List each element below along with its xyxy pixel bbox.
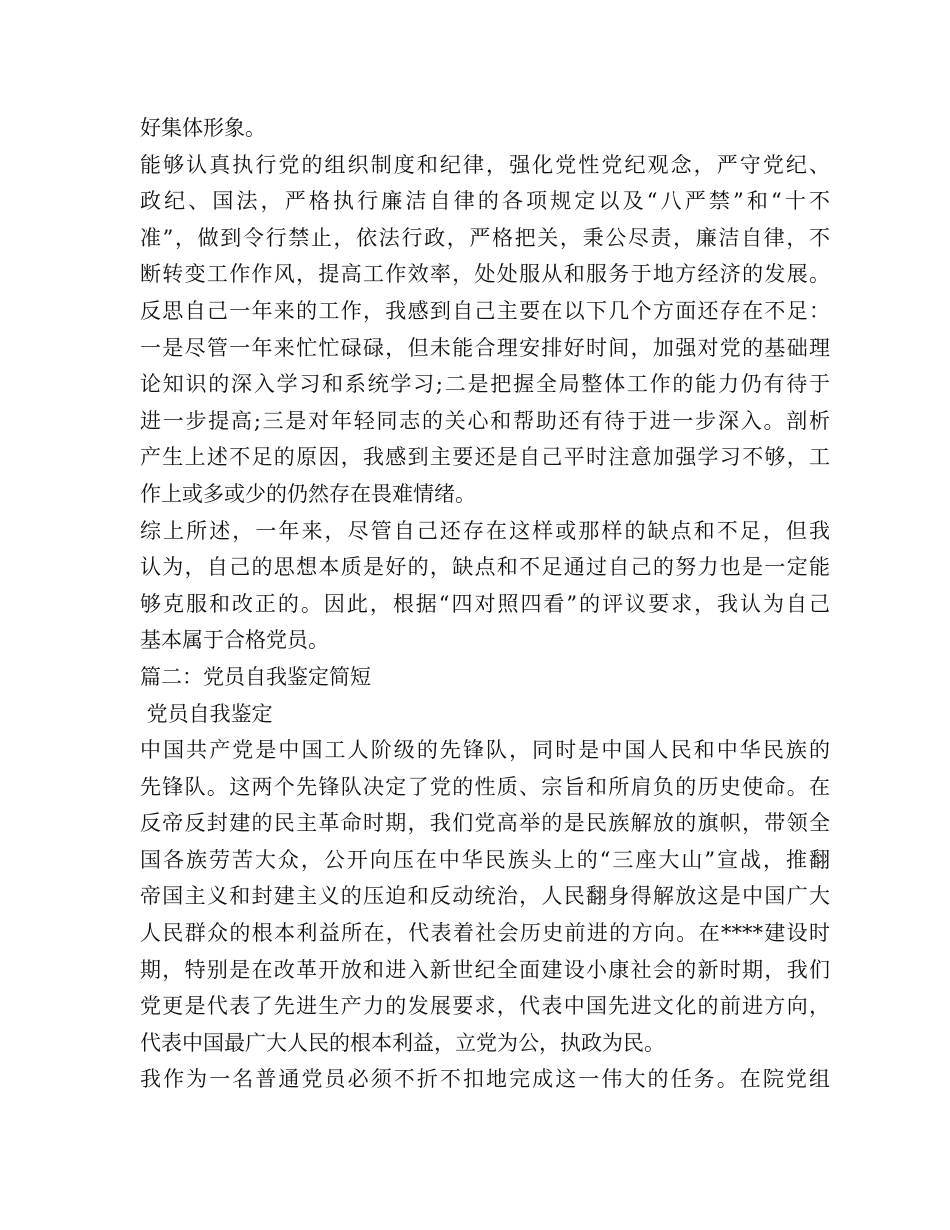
- text-line: 综上所述，一年来，尽管自己还存在这样或那样的缺点和不足，但我: [140, 518, 830, 543]
- text-line: 进一步提高;三是对年轻同志的关心和帮助还有待于进一步深入。剖析: [140, 408, 830, 433]
- text-line: 反帝反封建的民主革命时期，我们党高举的是民族解放的旗帜，带领全: [140, 811, 830, 836]
- text-line: 国各族劳苦大众，公开向压在中华民族头上的“三座大山”宣战，推翻: [140, 847, 830, 872]
- text-line: 基本属于合格党员。: [140, 628, 329, 653]
- text-line: 好集体形象。: [140, 116, 266, 140]
- text-line: 认为，自己的思想本质是好的，缺点和不足通过自己的努力也是一定能: [140, 555, 830, 580]
- section-heading: 篇二：党员自我鉴定简短: [140, 664, 371, 689]
- text-line: 作上或多或少的仍然存在畏难情绪。: [140, 481, 476, 506]
- text-line: 反思自己一年来的工作，我感到自己主要在以下几个方面还存在不足：: [140, 298, 830, 323]
- text-line: 人民群众的根本利益所在，代表着社会历史前进的方向。在****建设时: [140, 921, 830, 946]
- document-body: [140, 110, 830, 1098]
- text-line: 断转变工作作风，提高工作效率，处处服从和服务于地方经济的发展。: [140, 262, 830, 287]
- text-line: 中国共产党是中国工人阶级的先锋队，同时是中国人民和中华民族的: [140, 738, 830, 763]
- text-line: 准”，做到令行禁止，依法行政，严格把关，秉公尽责，廉洁自律，不: [140, 225, 830, 250]
- text-line: 政纪、国法，严格执行廉洁自律的各项规定以及“八严禁”和“十不: [140, 189, 830, 214]
- text-line: 我作为一名普通党员必须不折不扣地完成这一伟大的任务。在院党组: [140, 1067, 830, 1092]
- text-line: 期，特别是在改革开放和进入新世纪全面建设小康社会的新时期，我们: [140, 957, 830, 982]
- text-line: 党更是代表了先进生产力的发展要求，代表中国先进文化的前进方向，: [140, 994, 830, 1019]
- subsection-title: 党员自我鉴定: [140, 701, 273, 726]
- text-line: 能够认真执行党的组织制度和纪律，强化党性党纪观念，严守党纪、: [140, 152, 830, 177]
- text-line: 产生上述不足的原因，我感到主要还是自己平时注意加强学习不够，工: [140, 445, 830, 470]
- text-line: 先锋队。这两个先锋队决定了党的性质、宗旨和所肩负的历史使命。在: [140, 774, 830, 799]
- text-line: 帝国主义和封建主义的压迫和反动统治，人民翻身得解放这是中国广大: [140, 884, 830, 909]
- text-line: 够克服和改正的。因此，根据“四对照四看”的评议要求，我认为自己: [140, 591, 830, 616]
- text-line: 代表中国最广大人民的根本利益，立党为公，执政为民。: [140, 1030, 665, 1055]
- text-line: 一是尽管一年来忙忙碌碌，但未能合理安排好时间，加强对党的基础理: [140, 335, 830, 360]
- text-line: 论知识的深入学习和系统学习;二是把握全局整体工作的能力仍有待于: [140, 372, 830, 397]
